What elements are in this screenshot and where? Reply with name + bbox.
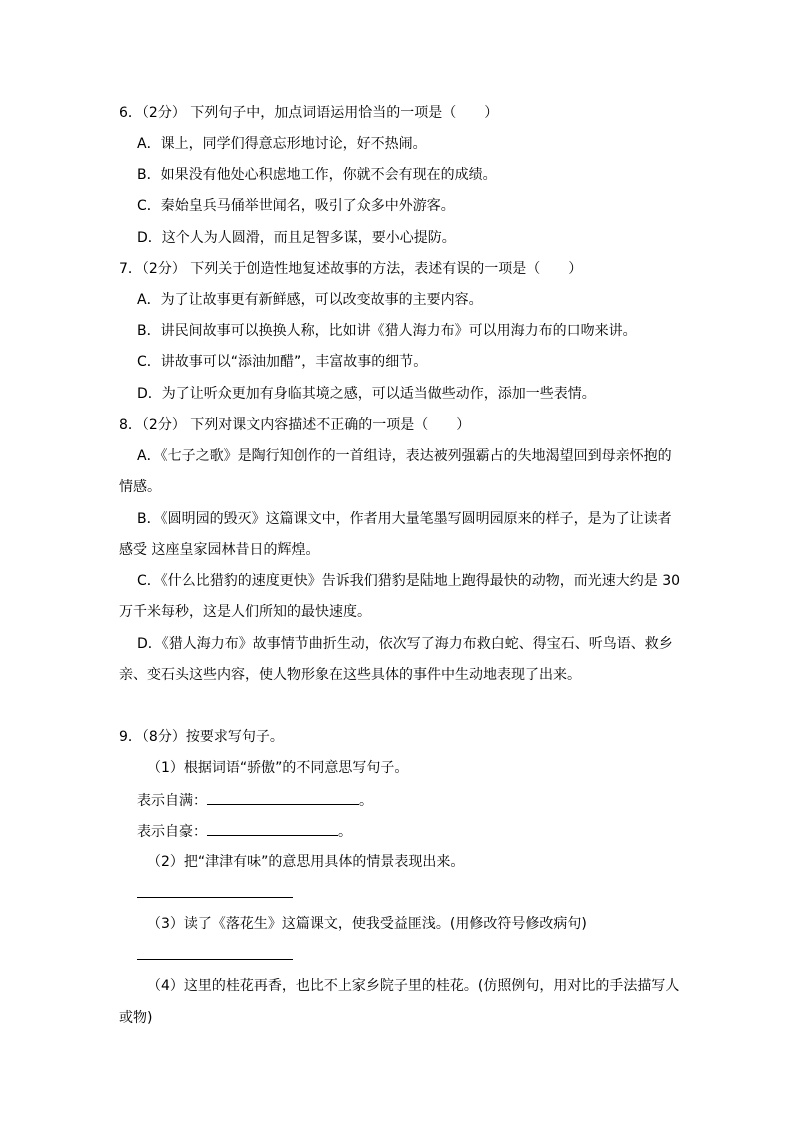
question-8-option-d-line2: 亲、变石头这些内容，使人物形象在这些具体的事件中生动地表现了出来。 — [119, 667, 581, 683]
question-9-sub-1: （1）根据词语“骄傲”的不同意思写句子。 — [147, 760, 409, 776]
question-6-option-d: D．这个人为人圆滑，而且足智多谋，要小心提防。 — [137, 230, 456, 246]
question-9-sub-3: （3）读了《落花生》这篇课文，使我受益匪浅。(用修改符号修改病句) — [147, 916, 587, 932]
fill-2-period: 。 — [338, 824, 352, 840]
question-7-option-c: C．讲故事可以“添油加醋”，丰富故事的细节。 — [137, 354, 428, 370]
question-7-option-d: D．为了让听众更加有身临其境之感，可以适当做些动作，添加一些表情。 — [137, 386, 596, 402]
question-7-option-b: B．讲民间故事可以换换人称，比如讲《猎人海力布》可以用海力布的口吻来讲。 — [137, 323, 637, 339]
answer-blank-1[interactable] — [207, 790, 359, 805]
answer-blank-2[interactable] — [207, 821, 338, 836]
question-9-sub-4-line1: （4）这里的桂花再香，也比不上家乡院子里的桂花。(仿照例句，用对比的手法描写人 — [147, 978, 680, 994]
question-6-stem: 6．（2分） 下列句子中，加点词语运用恰当的一项是（ ） — [119, 105, 499, 121]
question-7-option-a: A．为了让故事更有新鲜感，可以改变故事的主要内容。 — [137, 292, 483, 308]
question-8-option-b-line1: B．《圆明园的毁灭》这篇课文中，作者用大量笔墨写圆明园原来的样子，是为了让读者 — [137, 511, 672, 527]
question-8-option-c-line1: C．《什么比猎豹的速度更快》告诉我们猎豹是陆地上跑得最快的动物，而光速大约是 30 — [137, 573, 681, 589]
fill-1-label: 表示自满： — [137, 793, 207, 809]
question-9-sub-4-line2: 或物) — [119, 1010, 153, 1026]
question-8-option-a-line2: 情感。 — [119, 479, 161, 495]
question-8-option-d-line1: D．《猎人海力布》故事情节曲折生动，依次写了海力布救白蛇、得宝石、听鸟语、救乡 — [137, 636, 673, 652]
question-7-stem: 7．（2分） 下列关于创造性地复述故事的方法，表述有误的一项是（ ） — [119, 261, 583, 277]
question-8-option-a-line1: A．《七子之歌》是陶行知创作的一首组诗，表达被列强霸占的失地渴望回到母亲怀抱的 — [137, 448, 672, 464]
question-8-option-b-line2: 感受 这座皇家园林昔日的辉煌。 — [119, 542, 320, 558]
question-6-option-c: C．秦始皇兵马俑举世闻名，吸引了众多中外游客。 — [137, 198, 455, 214]
question-8-stem: 8．（2分） 下列对课文内容描述不正确的一项是（ ） — [119, 417, 471, 433]
fill-2-label: 表示自豪： — [137, 824, 207, 840]
question-9-sub-2: （2）把“津津有味”的意思用具体的情景表现出来。 — [147, 854, 465, 870]
question-9-stem: 9．（8分）按要求写句子。 — [119, 729, 284, 745]
question-9-fill-1 — [137, 790, 373, 811]
answer-line-2[interactable] — [137, 897, 293, 898]
answer-line-3[interactable] — [137, 959, 293, 960]
question-6-option-a: A．课上，同学们得意忘形地讨论，好不热闹。 — [137, 136, 427, 152]
question-6-option-b: B．如果没有他处心积虑地工作，你就不会有现在的成绩。 — [137, 167, 497, 183]
question-8-option-c-line2: 万千米每秒，这是人们所知的最快速度。 — [119, 604, 371, 620]
fill-1-period: 。 — [359, 793, 373, 809]
question-9-fill-2 — [137, 821, 352, 842]
